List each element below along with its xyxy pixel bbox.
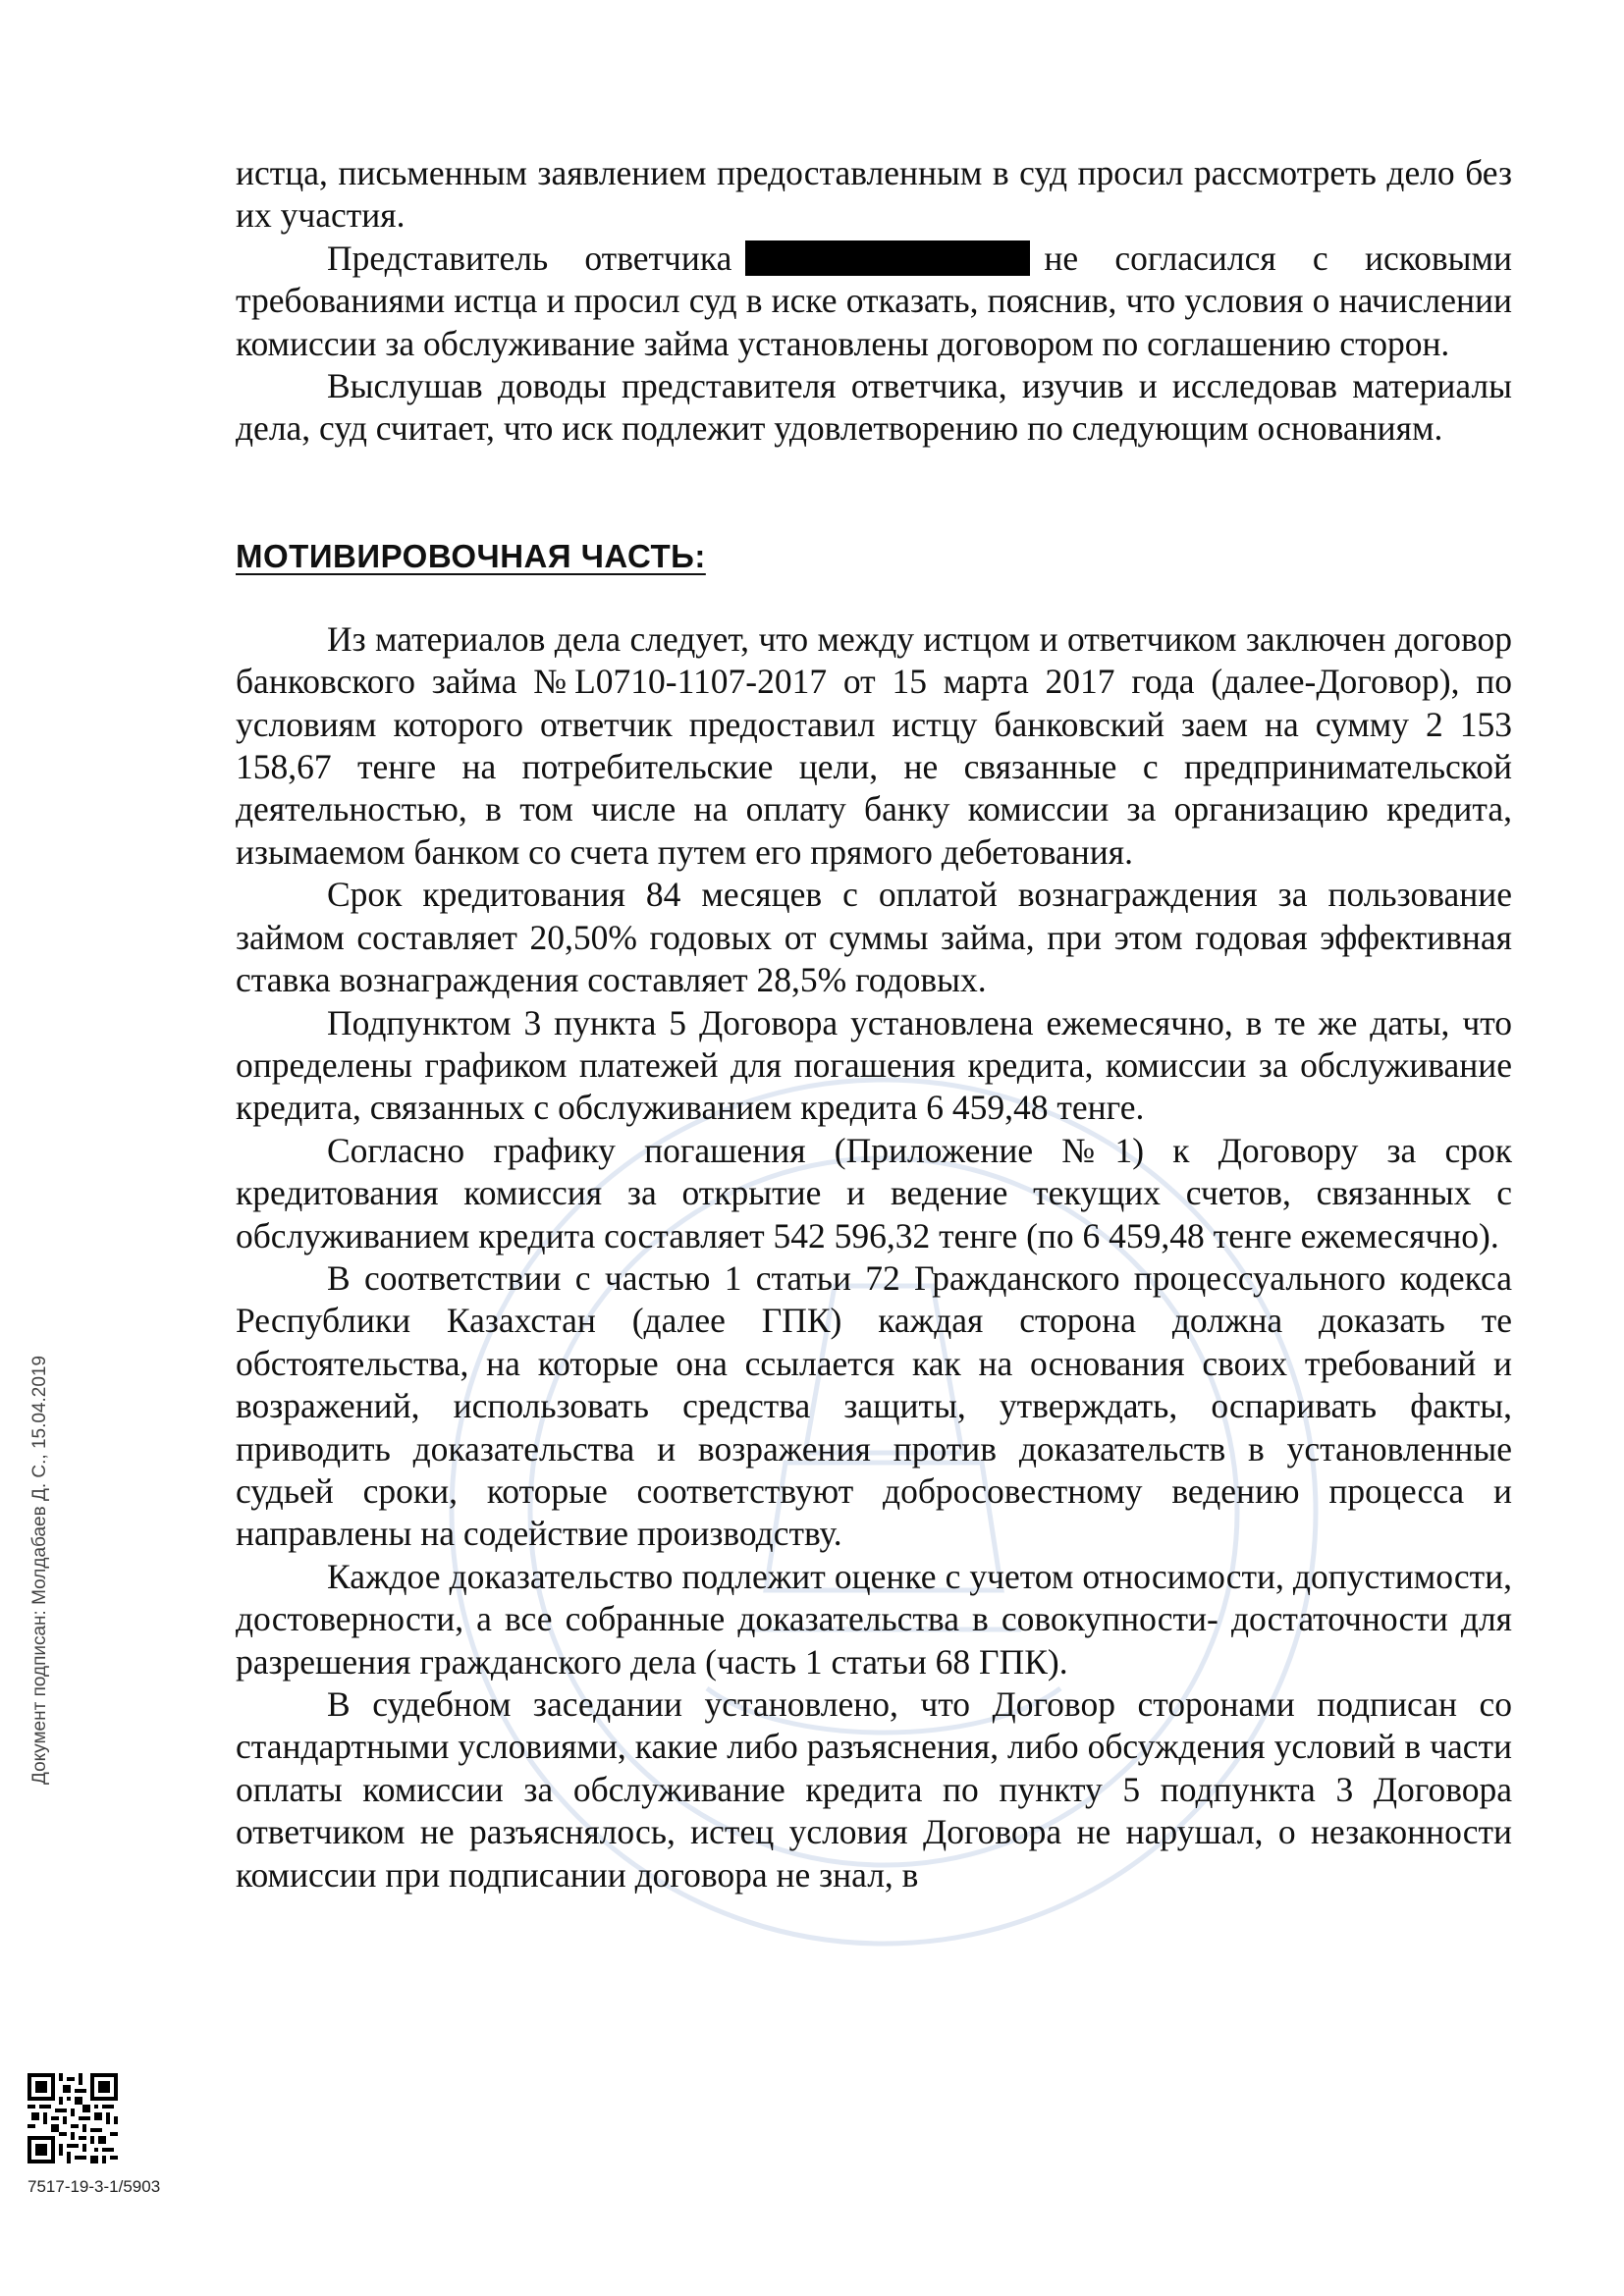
document-body bbox=[236, 152, 1512, 1896]
paragraph-civil-procedure-article-72: В соответствии с частью 1 статьи 72 Гражданского процессуального кодекса Республики Казахстан (далее ГПК) каждая сторона должна доказать те обстоятельства, на которые она ссылается как на основания своих требований и возражений, использовать средства защиты, утверждать, оспаривать факты, приводить доказательства и возражения против доказательств в установленные судьей сроки, которые соответствуют добросовестному ведению процесса и направлены на содействие производству. bbox=[236, 1257, 1512, 1554]
paragraph-commission-clause: Подпунктом 3 пункта 5 Договора установлена ежемесячно, в те же даты, что определены графиком платежей для погашения кредита, комиссии за обслуживание кредита, связанных с обслуживанием кредита 6 459,48 тенге. bbox=[236, 1002, 1512, 1128]
paragraph-court-conclusion: Выслушав доводы представителя ответчика, изучив и исследовав материалы дела, суд считает, что иск подлежит удовлетворению по следующим основаниям. bbox=[236, 366, 1512, 449]
defendant-position-text: не согласился с исковыми требованиями истца и просил суд в иске отказать, пояснив, что условия о начислении комиссии за обслуживание займа установлены договором по соглашению сторон. bbox=[236, 238, 1512, 363]
paragraph-defendant-representative bbox=[236, 238, 1512, 365]
paragraph-court-findings: В судебном заседании установлено, что Договор сторонами подписан со стандартными условиями, какие либо разъяснения, либо обсуждения условий в части оплаты комиссии за обслуживание кредита по пункту 5 подпункта 3 Договора ответчиком не разъяснялось, истец условия Договора не нарушал, о незаконности комиссии при подписании договора не знал, в bbox=[236, 1684, 1512, 1895]
defendant-intro-text: Представитель ответчика bbox=[327, 238, 732, 278]
paragraph-loan-agreement: Из материалов дела следует, что между истцом и ответчиком заключен договор банковского займа №L0710-1107-2017 от 15 марта 2017 года (далее-Договор), по условиям которого ответчик предоставил истцу банковский заем на сумму 2 153 158,67 тенге на потребительские цели, не связанные с предпринимательской деятельностью, в том числе на оплату банку комиссии за организацию кредита, изымаемом банком со счета путем его прямого дебетования. bbox=[236, 618, 1512, 872]
paragraph-evidence-assessment: Каждое доказательство подлежит оценке с учетом относимости, допустимости, достоверности, а все собранные доказательства в совокупности- достаточности для разрешения гражданского дела (часть 1 статьи 68 ГПК). bbox=[236, 1556, 1512, 1682]
paragraph-plaintiff-request: истца, письменным заявлением предоставленным в суд просил рассмотреть дело без их участия. bbox=[236, 153, 1512, 236]
document-number: 7517-19-3-1/5903 bbox=[27, 2177, 161, 2196]
redacted-name-block bbox=[745, 240, 1030, 276]
signature-note: Документ подписан: Молдабаев Д. С., 15.04.2019 bbox=[29, 1355, 50, 1785]
paragraph-loan-term: Срок кредитования 84 месяцев с оплатой вознаграждения за пользование займом составляет 20,50% годовых от суммы займа, при этом годовая эффективная ставка вознаграждения составляет 28,5% годовых. bbox=[236, 875, 1512, 1000]
paragraph-repayment-schedule: Согласно графику погашения (Приложение №1) к Договору за срок кредитования комиссия за открытие и ведение текущих счетов, связанных с обслуживанием кредита составляет 542 596,32 тенге (по 6 459,48 тенге ежемесячно). bbox=[236, 1130, 1512, 1255]
qr-code-icon bbox=[27, 2073, 118, 2163]
section-heading-motivation: МОТИВИРОВОЧНАЯ ЧАСТЬ: bbox=[236, 537, 706, 574]
